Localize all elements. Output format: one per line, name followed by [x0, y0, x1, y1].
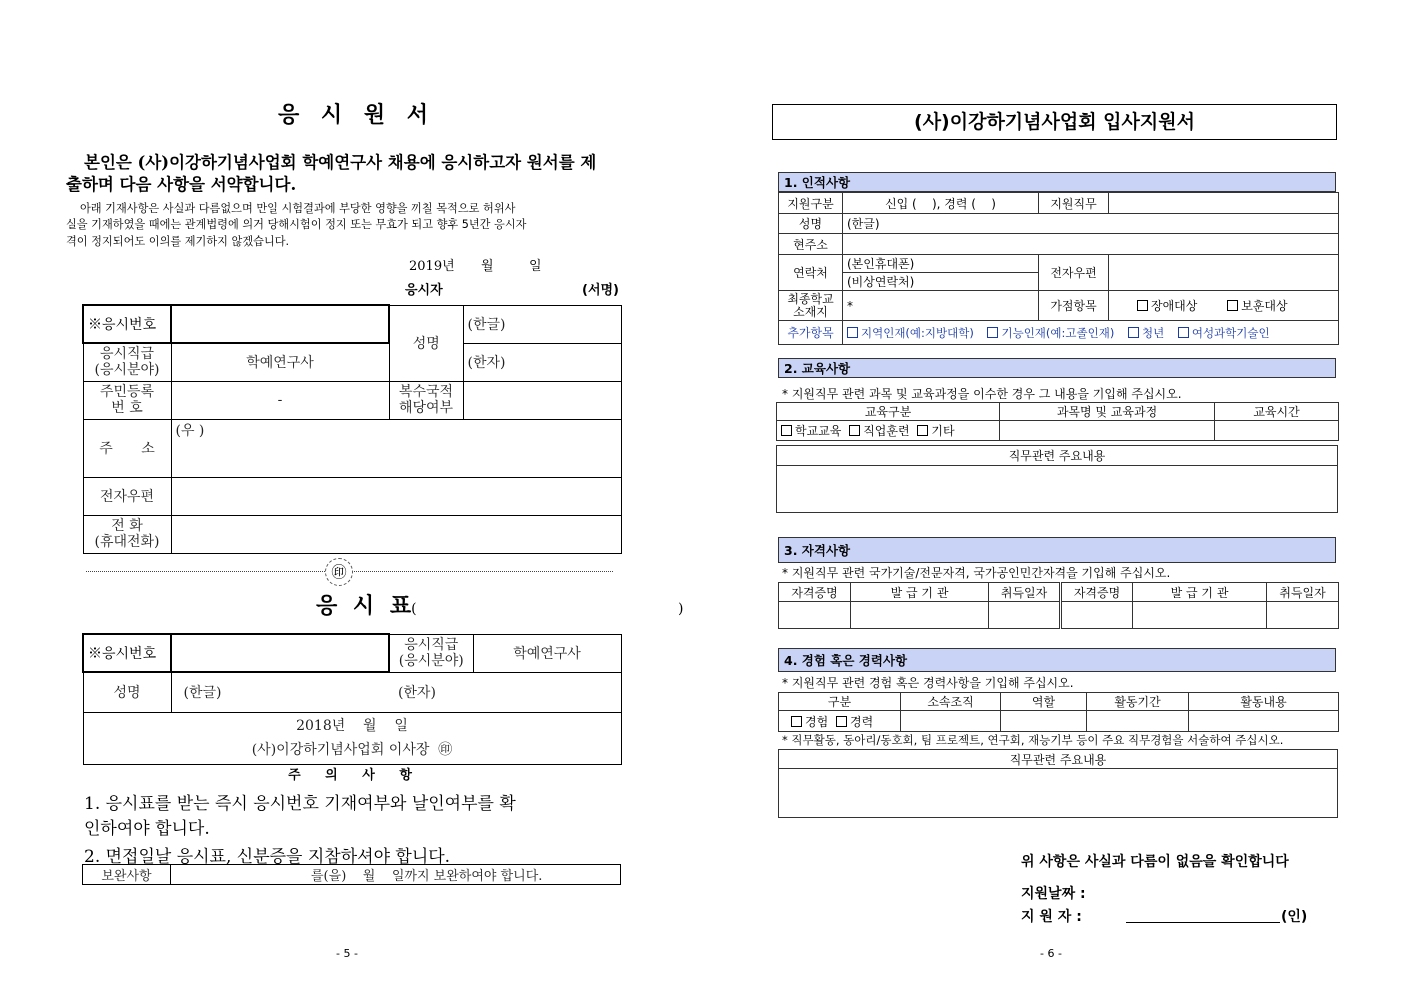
job-label: 지원직무: [1039, 193, 1109, 214]
education-table: [776, 402, 1339, 441]
dual-nationality-field[interactable]: [463, 381, 621, 419]
bonus-checkbox-2[interactable]: 보훈대상: [1227, 299, 1287, 313]
notice-line-2: 실을 기재하였을 때에는 관계법령에 의거 당해시험이 정지 또는 무효가 되고 향후 5년간 응시자: [66, 218, 527, 231]
qual-cell[interactable]: [1061, 602, 1133, 629]
ticket-position-label: 응시직급 (응시분야): [389, 634, 473, 672]
job-field[interactable]: [1109, 193, 1339, 214]
caution-1: 1. 응시표를 받는 즉시 응시번호 기재여부와 날인여부를 확: [84, 794, 516, 814]
r-name-label: 성명: [779, 214, 843, 234]
notice-line-1: 아래 기재사항은 사실과 다름없으며 만일 시험결과에 부당한 영향을 끼칠 목적으로 허위사: [80, 202, 516, 215]
applicant-label: 응시자: [405, 283, 443, 298]
experience-duty-table: [778, 749, 1338, 818]
r-email-field[interactable]: [1109, 255, 1339, 291]
qual-cell[interactable]: [1133, 602, 1267, 629]
section-1-header: 1. 인적사항: [778, 172, 1336, 192]
section-2-header: 2. 교육사항: [778, 358, 1336, 378]
confirm-text: 위 사항은 사실과 다름이 없음을 확인합니다: [1021, 854, 1289, 870]
qualification-table: [778, 582, 1339, 629]
exp-duty-field[interactable]: [779, 769, 1338, 818]
exp-checkbox-experience[interactable]: 경험: [791, 715, 828, 729]
exp-header-1: 구분: [779, 693, 901, 711]
section-3-header: 3. 자격사항: [778, 537, 1336, 563]
qual-header-1: 자격증명: [779, 583, 851, 602]
caution-title: 주 의 사 항: [288, 768, 412, 783]
pledge-line-1: 본인은 (사)이강하기념사업회 학예연구사 채용에 응시하고자 원서를 제: [84, 153, 597, 172]
date-day: 일: [529, 259, 542, 274]
edu-course-field[interactable]: [1000, 421, 1215, 441]
stamp-circle: [325, 558, 353, 586]
qual-header-2: 발 급 기 관: [851, 583, 989, 602]
edu-checkbox-school[interactable]: 학교교육: [781, 424, 841, 438]
r-email-label: 전자우편: [1039, 255, 1109, 291]
left-page-number: - 5 -: [336, 947, 358, 960]
edu-duty-field[interactable]: [777, 466, 1338, 513]
exp-header-2: 소속조직: [901, 693, 1001, 711]
stamp-icon: ㊞: [331, 563, 347, 581]
ticket-issuer: (사)이강하기념사업회 이사장 ㊞: [251, 742, 453, 758]
applicant-sign-line[interactable]: [1126, 922, 1280, 923]
rrn-field[interactable]: -: [171, 381, 389, 419]
qual-header-5: 발 급 기 관: [1133, 583, 1267, 602]
extra-checkbox-1[interactable]: 지역인재(예:지방대학): [847, 326, 974, 340]
exp-header-5: 활동내용: [1189, 693, 1339, 711]
exp-duty-title: 직무관련 주요내용: [779, 750, 1338, 769]
notice-line-3: 격이 정지되어도 이의를 제기하지 않겠습니다.: [66, 235, 290, 248]
edu-header-course: 과목명 및 교육과정: [1000, 403, 1215, 421]
supplement-table: [82, 864, 621, 885]
date-year: 2019년: [409, 259, 455, 274]
edu-header-type: 교육구분: [777, 403, 1000, 421]
school-field[interactable]: *: [843, 291, 1039, 321]
exp-header-4: 활동기간: [1087, 693, 1189, 711]
apply-date-label: 지원날짜 :: [1021, 886, 1086, 902]
phone-field[interactable]: [171, 515, 621, 553]
qual-cell[interactable]: [779, 602, 851, 629]
s4-note: * 지원직무 관련 경험 혹은 경력사항을 기입해 주십시오.: [782, 676, 1074, 690]
exp-cell[interactable]: [901, 711, 1001, 732]
rrn-label: 주민등록 번 호: [83, 381, 171, 419]
ticket-title: 응 시 표( ): [316, 593, 684, 619]
bonus-options: [1109, 291, 1339, 321]
right-title-box: [772, 104, 1337, 140]
address-label: 주 소: [83, 419, 171, 477]
name-label: 성명: [389, 305, 463, 381]
bonus-checkbox-1[interactable]: 장애대상: [1137, 299, 1197, 313]
experience-table: [778, 692, 1339, 732]
exp-header-3: 역할: [1001, 693, 1087, 711]
contact-label: 연락처: [779, 255, 843, 291]
education-duty-table: [776, 445, 1338, 513]
extra-checkbox-3[interactable]: 청년: [1128, 326, 1164, 340]
edu-type-options: [777, 421, 1000, 441]
extra-checkbox-2[interactable]: 기능인재(예:고졸인재): [987, 326, 1114, 340]
qual-cell[interactable]: [851, 602, 989, 629]
position-value: 학예연구사: [171, 343, 389, 381]
position-label: 응시직급 (응시분야): [83, 343, 171, 381]
edu-header-hours: 교육시간: [1215, 403, 1339, 421]
exp-cell[interactable]: [1001, 711, 1087, 732]
edu-duty-title: 직무관련 주요내용: [777, 446, 1338, 466]
dual-nationality-label: 복수국적 해당여부: [389, 381, 463, 419]
s2-note: * 지원직무 관련 과목 및 교육과정을 이수한 경우 그 내용을 기입해 주십시오.: [782, 387, 1182, 401]
left-title: 응 시 원 서: [278, 102, 428, 128]
qual-header-3: 취득일자: [989, 583, 1061, 602]
application-form-table: [82, 304, 622, 554]
ticket-position-value: 학예연구사: [473, 634, 621, 672]
email-field[interactable]: [171, 477, 621, 515]
s3-note: * 지원직무 관련 국가기술/전문자격, 국가공인민간자격을 기입해 주십시오.: [782, 566, 1171, 580]
r-address-field[interactable]: [843, 234, 1339, 255]
edu-checkbox-other[interactable]: 기타: [917, 424, 954, 438]
ticket-name-label: 성명: [83, 672, 171, 712]
r-address-label: 현주소: [779, 234, 843, 255]
qual-header-6: 취득일자: [1267, 583, 1339, 602]
seal-label: (인): [1281, 909, 1308, 925]
exp-cell[interactable]: [1087, 711, 1189, 732]
ticket-exam-no-label: ※응시번호: [83, 634, 171, 672]
exam-no-label: ※응시번호: [83, 305, 171, 343]
extra-options: [843, 321, 1339, 345]
date-month: 월: [481, 259, 494, 274]
exam-ticket-table: [82, 633, 622, 765]
right-page-number: - 6 -: [1040, 947, 1062, 960]
ticket-exam-no-field[interactable]: [171, 634, 389, 672]
s4-note-2: * 직무활동, 동아리/동호회, 팀 프로젝트, 연구회, 재능기부 등이 주요 직무경험을 서술하여 주십시오.: [782, 733, 1284, 747]
supplement-field[interactable]: 를(을) 월 일까지 보완하여야 합니다.: [171, 865, 621, 885]
ticket-issue-block: [83, 712, 621, 764]
personal-info-table: [778, 192, 1339, 345]
exp-cell[interactable]: [1189, 711, 1339, 732]
qual-cell[interactable]: [989, 602, 1061, 629]
contact-mobile-field[interactable]: (본인휴대폰): [843, 255, 1039, 273]
exp-checkbox-career[interactable]: 경력: [836, 715, 873, 729]
qual-cell[interactable]: [1267, 602, 1339, 629]
bonus-label: 가점항목: [1039, 291, 1109, 321]
extra-checkbox-4[interactable]: 여성과학기술인: [1178, 326, 1270, 340]
email-label: 전자우편: [83, 477, 171, 515]
caution-1-cont: 인하여야 합니다.: [84, 819, 210, 839]
apply-type-label: 지원구분: [779, 193, 843, 214]
edu-checkbox-vocational[interactable]: 직업훈련: [849, 424, 909, 438]
r-name-field[interactable]: (한글): [843, 214, 1339, 234]
exam-no-field[interactable]: [171, 305, 389, 343]
contact-emergency-field[interactable]: (비상연락처): [843, 273, 1039, 291]
phone-label: 전 화 (휴대전화): [83, 515, 171, 553]
address-field[interactable]: (우 ): [171, 419, 621, 477]
section-4-header: 4. 경험 혹은 경력사항: [778, 648, 1336, 672]
applicant-sign-label: 지 원 자 :: [1021, 909, 1082, 925]
qual-header-4: 자격증명: [1061, 583, 1133, 602]
apply-type-field[interactable]: 신입 ( ), 경력 ( ): [843, 193, 1039, 214]
right-title: (사)이강하기념사업회 입사지원서: [914, 111, 1195, 133]
ticket-name-field[interactable]: (한글) (한자): [171, 672, 621, 712]
signature-label: (서명): [582, 283, 619, 298]
ticket-date: 2018년 월 일: [296, 718, 408, 734]
pledge-line-2: 출하며 다음 사항을 서약합니다.: [66, 175, 297, 194]
caution-2: 2. 면접일날 응시표, 신분증을 지참하셔야 합니다.: [84, 847, 451, 867]
name-hanja-field[interactable]: (한자): [463, 343, 621, 381]
exp-type-options: [779, 711, 901, 732]
edu-hours-field[interactable]: [1215, 421, 1339, 441]
school-label: 최종학교 소재지: [779, 291, 843, 321]
supplement-label: 보완사항: [83, 865, 171, 885]
name-korean-field[interactable]: (한글): [463, 305, 621, 343]
extra-label: 추가항목: [779, 321, 843, 345]
